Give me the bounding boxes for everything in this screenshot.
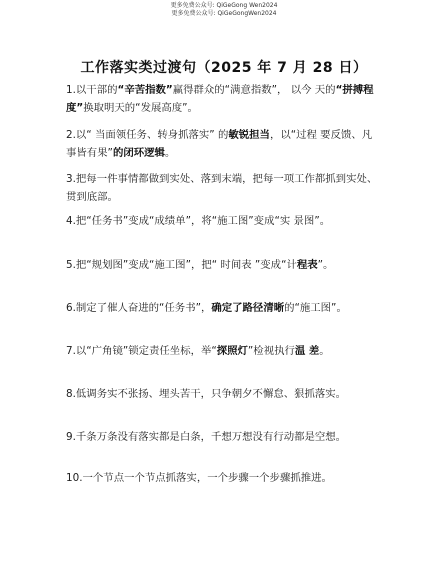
document-title: 工作落实类过渡句（2025 年 7 月 28 日）: [80, 60, 368, 76]
list-item-9: 9.千条万条没有落实都是白条，千想万想没有行动都是空想。: [66, 431, 347, 443]
list-item-8: 8.低调务实不张扬、埋头苦干，只争朝夕不懈怠、狠抓落实。: [66, 388, 347, 400]
watermark-line-2: 更多免费公众号: QiGeGongWen2024: [171, 10, 277, 17]
list-item-3: 3.把每一件事情都做到实处、落到末端，把每一项工作都抓到实处、贯到底部。: [66, 173, 378, 203]
list-item-4: 4.把“任务书”变成“成绩单”，将“施工图”变成“实 景图”。: [66, 215, 331, 227]
list-item-1: 1.以干部的“辛苦指数”赢得群众的“满意指数”， 以今 天的“拼搏程度”换取明天的“发展高度”。: [66, 84, 374, 114]
list-item-5: 5.把“规划图”变成“施工图”，把“ 时间表 ”变成“计程表”。: [66, 259, 334, 271]
list-item-7: 7.以“广角镜”锁定责任坐标，举“探照灯”检视执行温 差。: [66, 345, 330, 357]
watermark-line-1: 更多免费公众号: QiGeGong Wen2024: [170, 2, 278, 9]
list-item-10: 10.一个节点一个节点抓落实，一个步骤一个步骤抓推进。: [66, 472, 332, 484]
list-item-2: 2.以“ 当面领任务、转身抓落实” 的敏锐担当，以“过程 要反馈、凡事皆有果”的闭环逻辑。: [66, 129, 373, 159]
list-item-6: 6.制定了催人奋进的“任务书”，确定了路径清晰的“施工图”。: [66, 302, 347, 314]
